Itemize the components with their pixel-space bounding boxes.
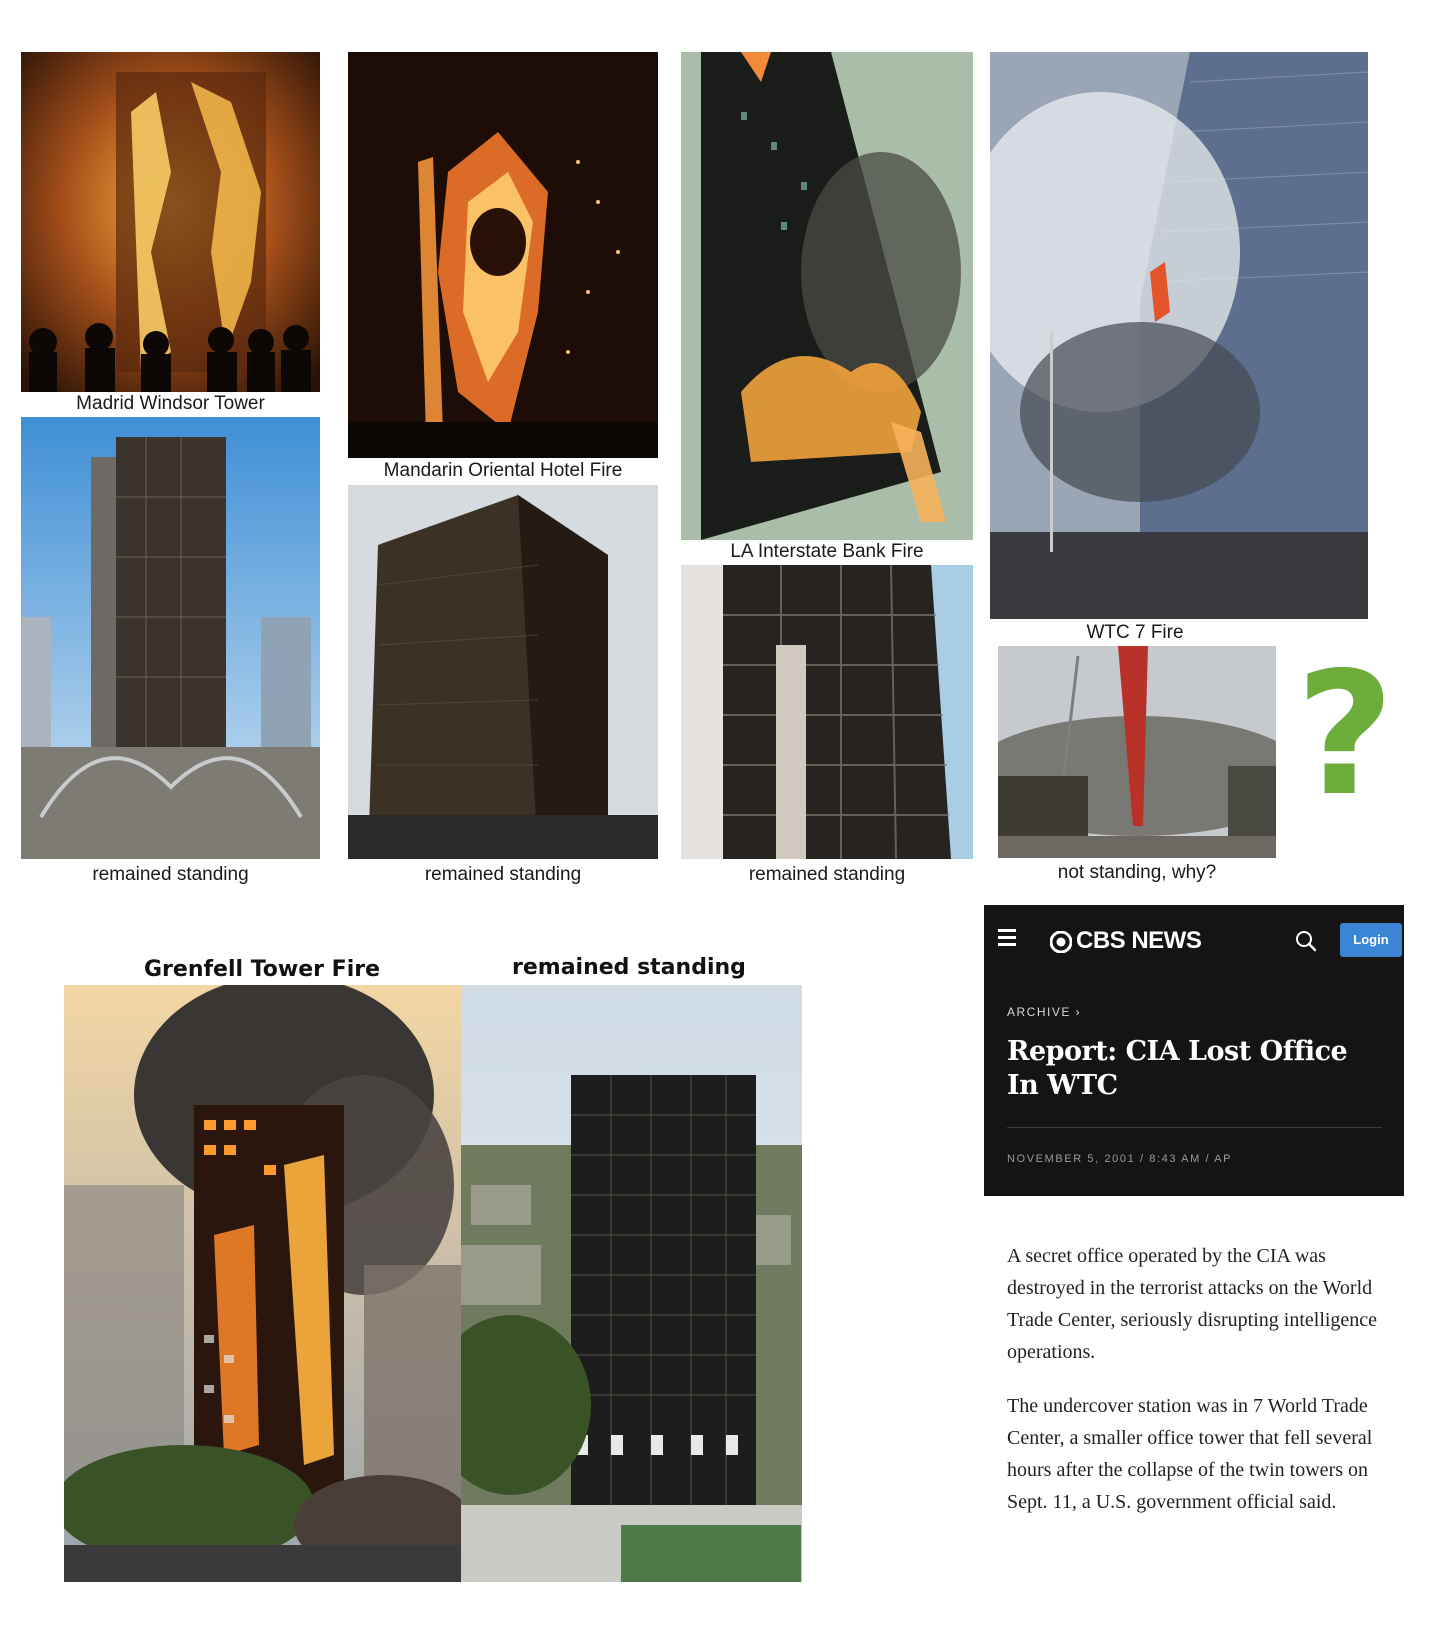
caption-mandarin-after: remained standing [424,864,582,885]
caption-la: LA Interstate Bank Fire [730,541,924,562]
article-paragraph: The undercover station was in 7 World Trade Center, a smaller office tower that fell several hours after the collapse of the twin towers on Sept. 11, a U.S. government official said. [1007,1395,1373,1513]
caption-grenfell: Grenfell Tower Fire [144,957,381,982]
photo-mandarin-after [348,485,658,859]
caption-wtc7: WTC 7 Fire [1086,622,1184,643]
photo-grenfell-fire [64,985,461,1582]
search-icon[interactable] [1294,929,1318,953]
photo-wtc7-fire [990,52,1368,619]
article-paragraph: A secret office operated by the CIA was destroyed in the terrorist attacks on the World Trade Center, seriously disrupting intelligence operations. [1007,1245,1378,1363]
photo-madrid-fire [21,52,320,392]
article-headline: Report: CIA Lost Office In WTC [1007,1036,1348,1101]
hamburger-menu-icon[interactable] [998,929,1016,947]
photo-madrid-after [21,417,320,859]
caption-la-after: remained standing [748,864,906,885]
photo-mandarin-fire [348,52,658,458]
article-dateline: NOVEMBER 5, 2001 / 8:43 AM / AP [1007,1153,1233,1165]
photo-la-after [681,565,973,859]
cbs-brand[interactable]: CBS NEWS [1076,927,1202,954]
caption-mandarin: Mandarin Oriental Hotel Fire [383,460,623,481]
cbs-header [998,923,1390,963]
archive-label: ARCHIVE [1007,1005,1071,1019]
divider [1007,1127,1382,1128]
cbs-eye-logo-icon [1050,931,1072,953]
article-body [1007,1240,1382,1540]
login-button[interactable]: Login [1340,923,1402,957]
photo-grenfell-after [461,985,802,1582]
caption-grenfell-after: remained standing [512,955,746,980]
caption-wtc7-after: not standing, why? [1057,862,1217,883]
photo-la-fire [681,52,973,540]
caption-madrid: Madrid Windsor Tower [76,393,265,414]
question-mark-icon: ? [1295,636,1395,834]
caption-madrid-after: remained standing [92,864,249,885]
cbs-news-panel [984,905,1404,1196]
photo-wtc7-after [998,646,1276,858]
chevron-right-icon: › [1070,1005,1082,1019]
archive-breadcrumb[interactable] [1007,1005,1081,1019]
